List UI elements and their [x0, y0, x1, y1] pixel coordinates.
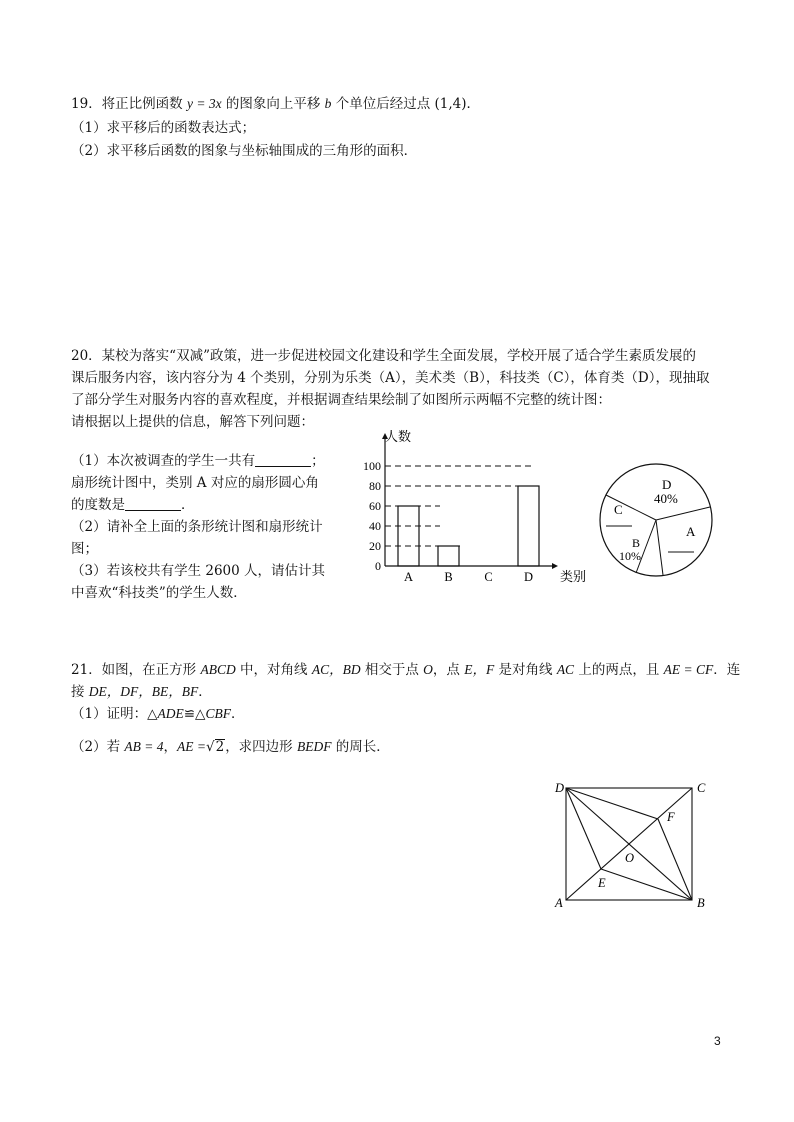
q19-point: (1,4): [434, 96, 467, 112]
segment-de: [566, 788, 601, 869]
sqrt-radicand: 2: [215, 739, 225, 755]
q21-text: ，求四边形: [225, 739, 297, 755]
segment-bf: [658, 819, 692, 900]
label-a: A: [555, 896, 563, 910]
bar-a: [398, 506, 419, 566]
x-tick-label: D: [523, 570, 534, 584]
q21-text: ，: [163, 739, 177, 755]
q21-text: 相交于点: [360, 662, 424, 678]
q20-line3: 了部分学生对服务内容的喜欢程度，并根据调查结果绘制了如图所示两幅不完整的统计图：: [71, 392, 611, 408]
q20-line1: 20．某校为落实“双减”政策，进一步促进校园文化建设和学生全面发展，学校开展了适合学生素质发展的: [71, 348, 696, 364]
q21-text: （1）证明：△: [71, 706, 158, 722]
q21-var: DE，DF，BE，BF: [88, 684, 199, 699]
q21-var: AB = 4: [124, 739, 164, 754]
q21-var: AE = CF: [663, 662, 714, 677]
q21-number: 21: [71, 662, 89, 678]
y-tick-label: 0: [375, 559, 381, 573]
q21-text: 的周长．: [331, 739, 390, 755]
x-tick-label: A: [403, 570, 414, 584]
q20-sub3b: 中喜欢“科技类”的学生人数．: [71, 585, 247, 601]
label-o: O: [625, 851, 635, 865]
q21-text: 接: [71, 684, 89, 700]
q19-text: ．: [466, 96, 481, 112]
q19-function: y = 3x: [186, 96, 222, 111]
segment-df: [566, 788, 658, 819]
x-tick-label: B: [444, 570, 453, 584]
square-figure: [552, 776, 712, 914]
label-d: D: [555, 781, 565, 795]
x-axis-arrow: [552, 563, 558, 569]
pie-value-d: 40%: [654, 491, 678, 506]
answer-blank[interactable]: [125, 496, 181, 511]
y-tick-label: 40: [369, 519, 381, 533]
segment-be: [601, 869, 692, 900]
q19-text: ．将正比例函数: [88, 96, 187, 112]
pie-divider: [656, 520, 663, 575]
q19-text: 个单位后经过点: [331, 96, 435, 112]
pie-label-b: B: [632, 536, 641, 550]
q20-sub3: （3）若该校共有学生 2600 人，请估计其: [71, 563, 326, 579]
q21-var: AC: [556, 662, 575, 677]
q19-number: 19: [71, 96, 89, 112]
q21-line2: [71, 682, 212, 702]
pie-label-c: C: [614, 502, 623, 517]
q20-line4: 请根据以上提供的信息，解答下列问题：: [71, 414, 314, 430]
pie-chart: [598, 462, 716, 580]
q21-var: CBF: [205, 706, 231, 721]
y-tick-label: 80: [369, 479, 381, 493]
sqrt-symbol: √: [205, 739, 215, 755]
q21-text: ≌△: [183, 706, 206, 722]
page-number: 3: [714, 1034, 721, 1048]
q19-line: [71, 94, 480, 114]
q21-var: E，F: [464, 662, 495, 677]
q19-text: 的图象向上平移: [221, 96, 325, 112]
q20-sub1c-end: ．: [181, 497, 195, 513]
q19-part2: （2）求平移后函数的图象与坐标轴围成的三角形的面积．: [71, 143, 418, 159]
y-tick-label: 60: [369, 499, 381, 513]
q21-text: ，点: [432, 662, 465, 678]
q19-part1: （1）求平移后的函数表达式；: [71, 120, 256, 136]
pie-value-b: 10%: [619, 549, 641, 563]
y-tick-label: 20: [369, 539, 381, 553]
x-axis-title: 类别: [560, 569, 587, 584]
q21-text: ．: [198, 684, 212, 700]
q20-sub1: [71, 451, 325, 471]
y-axis-title: 人数: [385, 429, 412, 444]
q20-sub2: （2）请补全上面的条形统计图和扇形统计: [71, 519, 323, 535]
pie-divider: [656, 507, 710, 520]
q21-text: 上的两点，且: [574, 662, 664, 678]
q21-text: 中，对角线: [235, 662, 312, 678]
pie-label-a: A: [686, 524, 696, 539]
q21-text: ．连: [713, 662, 741, 678]
bar-d: [518, 486, 539, 566]
label-b: B: [697, 896, 705, 910]
q20-sub1c: [71, 495, 195, 515]
q21-line1: [71, 660, 740, 680]
q21-var: AC，BD: [311, 662, 361, 677]
label-c: C: [697, 781, 706, 795]
q21-text: （2）若: [71, 739, 125, 755]
q20-sub1b: 扇形统计图中，类别 A 对应的扇形圆心角: [71, 475, 319, 491]
q20-sub1c-text: 的度数是: [71, 497, 125, 513]
bar-chart: [340, 425, 600, 595]
pie-label-d: D: [662, 477, 672, 492]
bar-b: [438, 546, 459, 566]
q20-sub1-text: （1）本次被调查的学生一共有: [71, 453, 256, 469]
q21-var: ADE: [157, 706, 184, 721]
q21-text: 是对角线: [494, 662, 557, 678]
q19-var-b: b: [324, 96, 332, 111]
q21-text: ．: [230, 706, 245, 722]
q21-var: O: [423, 662, 433, 677]
label-e: E: [598, 876, 606, 890]
y-tick-label: 100: [363, 459, 381, 473]
q21-var: BEDF: [296, 739, 332, 754]
q21-var: ABCD: [200, 662, 236, 677]
q21-text: ．如图，在正方形: [88, 662, 201, 678]
answer-blank[interactable]: [255, 452, 311, 467]
q21-part2: [71, 737, 390, 757]
x-tick-label: C: [484, 570, 493, 584]
q20-sub1-end: ；: [311, 453, 325, 469]
label-f: F: [667, 810, 675, 824]
q20-sub2b: 图；: [71, 541, 98, 557]
q21-var: AE =: [177, 739, 206, 754]
q20-line2: 课后服务内容，该内容分为 4 个类别，分别为乐类（A），美术类（B），科技类（C），体育类（D），现抽取: [71, 370, 710, 386]
q21-part1: [71, 704, 244, 724]
